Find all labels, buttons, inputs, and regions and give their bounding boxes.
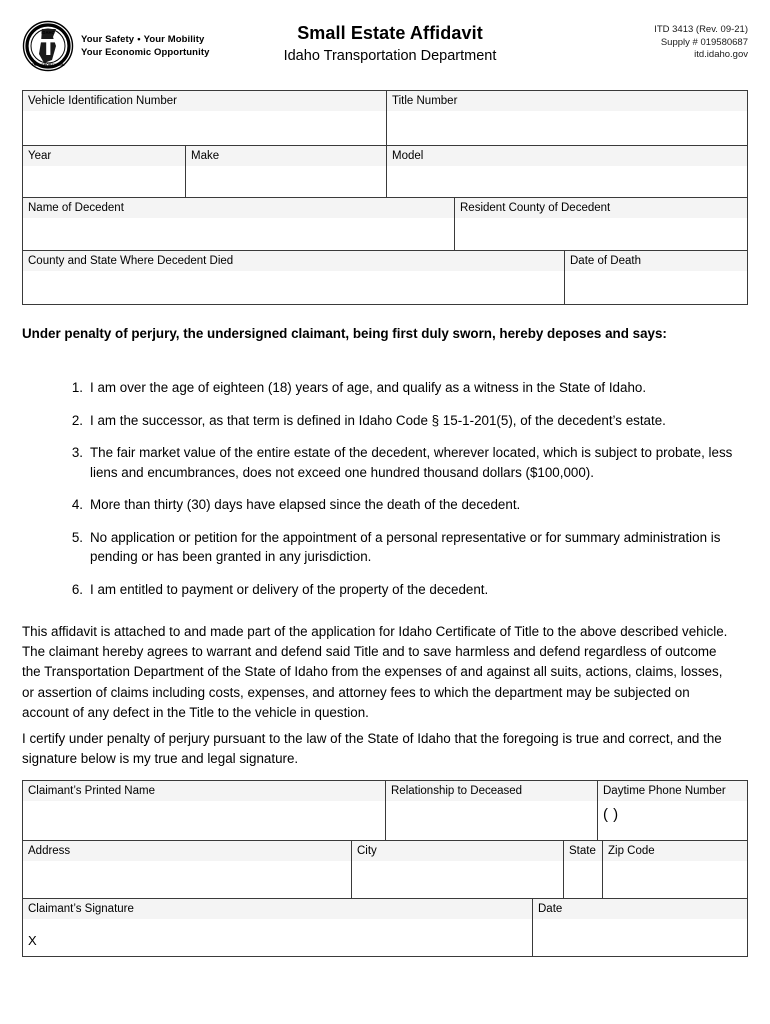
form-metadata <box>654 24 748 62</box>
supply-number: Supply # 019580687 <box>660 36 748 48</box>
title-block <box>200 22 580 66</box>
slogan-mobility: Your Mobility <box>143 34 205 45</box>
slogan-safety: Your Safety <box>81 34 135 45</box>
list-item-number: 3. <box>71 445 83 460</box>
certification-paragraph: I certify under penalty of perjury pursuant to the law of the State of Idaho that the foregoing is true and correct, and the signature below is my true and legal signature. <box>22 731 722 767</box>
field-label: Claimant’s Printed Name <box>23 781 385 801</box>
field-label: Name of Decedent <box>23 198 454 218</box>
table-row-vin <box>23 91 747 146</box>
field-claimants-signature[interactable] <box>23 899 533 956</box>
field-date-of-death[interactable] <box>565 251 747 304</box>
claimant-information-table <box>22 780 748 957</box>
list-item-number: 2. <box>71 412 83 428</box>
field-title-number[interactable] <box>387 91 747 145</box>
field-value[interactable] <box>23 801 385 840</box>
field-label: Claimant’s Signature <box>23 899 532 919</box>
list-item <box>62 495 748 515</box>
page-subtitle: Idaho Transportation Department <box>283 48 497 64</box>
table-row-address <box>23 841 747 899</box>
field-daytime-phone-number[interactable] <box>598 781 747 840</box>
list-item <box>62 443 748 482</box>
field-value[interactable] <box>23 218 454 250</box>
field-address[interactable] <box>23 841 352 898</box>
page-header <box>0 18 770 80</box>
field-signature-date[interactable] <box>533 899 747 956</box>
agency-website: itd.idaho.gov <box>694 49 748 60</box>
field-value[interactable] <box>565 271 747 304</box>
slogan-line-2: Your Economic Opportunity <box>81 47 210 58</box>
table-row-year-make-model <box>23 146 747 198</box>
field-value[interactable] <box>23 271 564 304</box>
list-item-number: 1. <box>71 380 83 395</box>
list-item-number: 4. <box>71 497 83 512</box>
table-row-claimant-name <box>23 781 747 841</box>
agency-slogan <box>81 33 209 59</box>
itd-seal-icon <box>22 20 74 72</box>
slogan-line-1 <box>81 34 204 45</box>
field-label: Model <box>387 146 747 166</box>
field-value[interactable] <box>352 861 563 898</box>
list-item-number: 5. <box>71 529 83 545</box>
list-item-number: 6. <box>71 581 83 597</box>
field-value[interactable]: ( ) <box>598 801 747 840</box>
field-city[interactable] <box>352 841 564 898</box>
agency-branding <box>22 20 209 72</box>
field-resident-county-of-decedent[interactable] <box>455 198 747 250</box>
field-model[interactable] <box>387 146 747 197</box>
svg-text:TRANSPORTATION: TRANSPORTATION <box>31 63 65 67</box>
field-label: Year <box>23 146 185 166</box>
field-label: Title Number <box>387 91 747 111</box>
field-relationship-to-deceased[interactable] <box>386 781 598 840</box>
table-row-signature <box>23 899 747 956</box>
signature-x-marker[interactable]: X <box>23 919 532 956</box>
vehicle-information-table <box>22 90 748 305</box>
field-value[interactable] <box>386 801 597 840</box>
field-label: Date <box>533 899 747 919</box>
list-item <box>62 378 748 398</box>
field-value[interactable] <box>186 166 386 197</box>
list-item <box>62 528 748 567</box>
penalty-of-perjury-lead: Under penalty of perjury, the undersigned claimant, being first duly sworn, hereby deposes and says: <box>22 326 667 341</box>
table-row-decedent-name <box>23 198 747 251</box>
list-item <box>62 411 748 431</box>
field-label: Make <box>186 146 386 166</box>
field-label: City <box>352 841 563 861</box>
field-value[interactable] <box>23 111 386 145</box>
field-value[interactable] <box>455 218 747 250</box>
field-label: County and State Where Decedent Died <box>23 251 564 271</box>
field-value[interactable] <box>23 861 351 898</box>
field-label: State <box>564 841 602 861</box>
field-value[interactable] <box>23 166 185 197</box>
field-value[interactable] <box>387 166 747 197</box>
page-title: Small Estate Affidavit <box>297 23 483 43</box>
list-item-text: I am over the age of eighteen (18) years of age, and qualify as a witness in the State of Idaho. <box>90 380 647 395</box>
field-value[interactable] <box>603 861 747 898</box>
field-vehicle-identification-number[interactable] <box>23 91 387 145</box>
field-label: Address <box>23 841 351 861</box>
list-item-text: More than thirty (30) days have elapsed since the death of the decedent. <box>90 497 521 512</box>
list-item-text: The fair market value of the entire estate of the decedent, wherever located, which is subject to probate, less liens and encumbrances, does not exceed one hundred thousand dollars ($100,000). <box>90 445 733 480</box>
table-row-death-location <box>23 251 747 304</box>
field-value[interactable] <box>564 861 602 898</box>
list-item-text: I am the successor, as that term is defined in Idaho Code § 15-1-201(5), of the decedent’s estate. <box>90 412 666 428</box>
field-label: Vehicle Identification Number <box>23 91 386 111</box>
affidavit-paragraph: This affidavit is attached to and made part of the application for Idaho Certificate of Title to the above described vehicle. The claimant hereby agrees to warrant and defend said Title and to save harmless and defend regardless of outcome the Transportation Department of the State of Idaho from the expenses of and against all suits, actions, claims, losses, or assertion of claims including costs, expenses, and attorney fees to which the department may be subjected on account of any defect in the Title to the vehicle in question. <box>22 624 728 720</box>
field-label: Zip Code <box>603 841 747 861</box>
list-item-text: I am entitled to payment or delivery of the property of the decedent. <box>90 581 489 597</box>
field-label: Relationship to Deceased <box>386 781 597 801</box>
field-county-and-state-where-decedent-died[interactable] <box>23 251 565 304</box>
field-claimants-printed-name[interactable] <box>23 781 386 840</box>
form-number: ITD 3413 (Rev. 09-21) <box>654 24 748 35</box>
field-year[interactable] <box>23 146 186 197</box>
list-item <box>62 580 748 600</box>
slogan-bullet-icon: • <box>137 34 141 45</box>
field-name-of-decedent[interactable] <box>23 198 455 250</box>
field-value[interactable] <box>387 111 747 145</box>
field-label: Date of Death <box>565 251 747 271</box>
field-make[interactable] <box>186 146 387 197</box>
svg-text:IDAHO: IDAHO <box>41 30 55 35</box>
field-label: Daytime Phone Number <box>598 781 747 801</box>
field-state[interactable] <box>564 841 603 898</box>
field-zip-code[interactable] <box>603 841 747 898</box>
list-item-text: No application or petition for the appointment of a personal representative or for summary administration is pending or has been granted in any jurisdiction. <box>90 529 721 564</box>
sworn-statement-list <box>62 378 748 612</box>
field-label: Resident County of Decedent <box>455 198 747 218</box>
field-value[interactable] <box>533 919 747 956</box>
